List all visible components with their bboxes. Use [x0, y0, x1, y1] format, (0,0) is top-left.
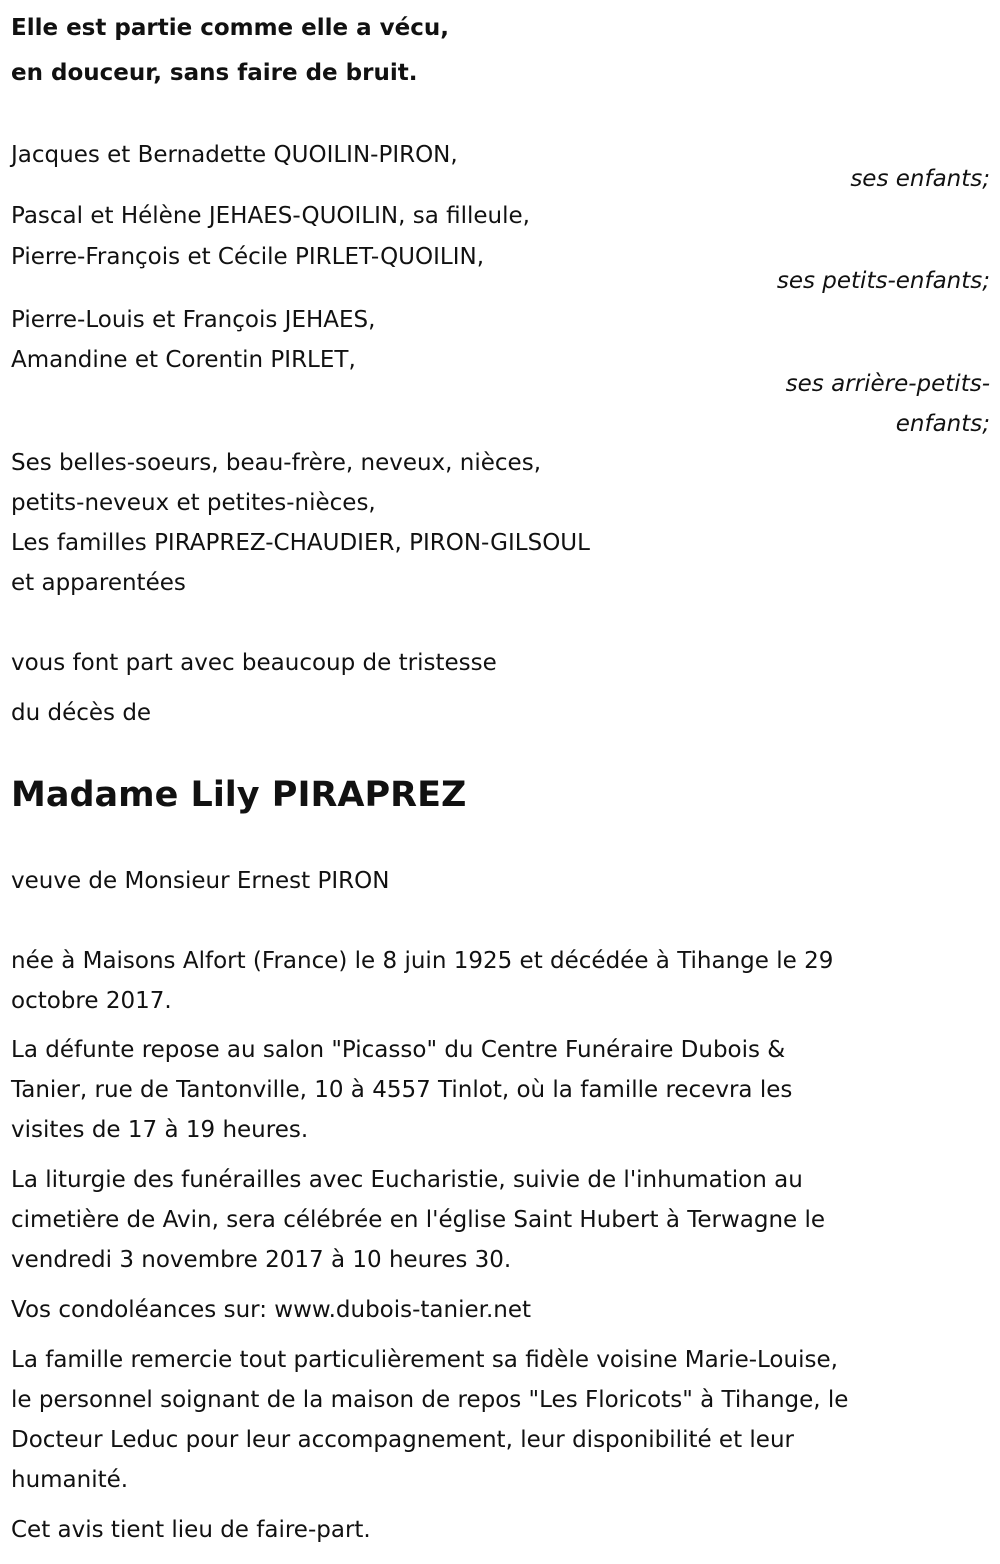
condolences: Vos condoléances sur: www.dubois-tanier.net	[11, 1297, 532, 1323]
liturgy-line: vendredi 3 novembre 2017 à 10 heures 30.	[11, 1247, 512, 1273]
grandchildren-line: Pierre-François et Cécile PIRLET-QUOILIN,	[11, 244, 485, 270]
epigraph-line: en douceur, sans faire de bruit.	[11, 60, 418, 86]
viewing-line: Tanier, rue de Tantonville, 10 à 4557 Tinlot, où la famille recevra les	[11, 1077, 793, 1103]
great-grandchildren-label: enfants;	[895, 411, 990, 437]
children-line: Jacques et Bernadette QUOILIN-PIRON,	[11, 142, 458, 168]
thanks-line: le personnel soignant de la maison de repos "Les Floricots" à Tihange, le	[11, 1387, 849, 1413]
great-grandchildren-line: Amandine et Corentin PIRLET,	[11, 347, 356, 373]
epigraph-line: Elle est partie comme elle a vécu,	[11, 15, 449, 41]
liturgy-line: La liturgie des funérailles avec Eucharistie, suivie de l'inhumation au	[11, 1167, 803, 1193]
others-line: petits-neveux et petites-nièces,	[11, 490, 376, 516]
grandchildren-label: ses petits-enfants;	[776, 268, 990, 294]
thanks-line: Docteur Leduc pour leur accompagnement, leur disponibilité et leur	[11, 1427, 794, 1453]
liturgy-line: cimetière de Avin, sera célébrée en l'église Saint Hubert à Terwagne le	[11, 1207, 826, 1233]
grandchildren-line: Pascal et Hélène JEHAES-QUOILIN, sa filleule,	[11, 203, 530, 229]
others-line: Les familles PIRAPREZ-CHAUDIER, PIRON-GILSOUL	[11, 530, 590, 556]
children-label: ses enfants;	[850, 166, 990, 192]
others-line: et apparentées	[11, 570, 186, 596]
birth-death-line: née à Maisons Alfort (France) le 8 juin 1925 et décédée à Tihange le 29	[11, 948, 834, 974]
others-line: Ses belles-soeurs, beau-frère, neveux, nièces,	[11, 450, 541, 476]
birth-death-line: octobre 2017.	[11, 988, 172, 1014]
closing: Cet avis tient lieu de faire-part.	[11, 1517, 371, 1543]
great-grandchildren-line: Pierre-Louis et François JEHAES,	[11, 307, 376, 333]
thanks-line: humanité.	[11, 1467, 129, 1493]
thanks-line: La famille remercie tout particulièrement sa fidèle voisine Marie-Louise,	[11, 1347, 838, 1373]
deceased-name: Madame Lily PIRAPREZ	[11, 775, 467, 815]
announcement-line: du décès de	[11, 700, 152, 726]
widow-of: veuve de Monsieur Ernest PIRON	[11, 868, 390, 894]
great-grandchildren-label: ses arrière-petits-	[785, 371, 990, 397]
announcement-line: vous font part avec beaucoup de tristesse	[11, 650, 497, 676]
viewing-line: La défunte repose au salon "Picasso" du Centre Funéraire Dubois &	[11, 1037, 786, 1063]
viewing-line: visites de 17 à 19 heures.	[11, 1117, 309, 1143]
